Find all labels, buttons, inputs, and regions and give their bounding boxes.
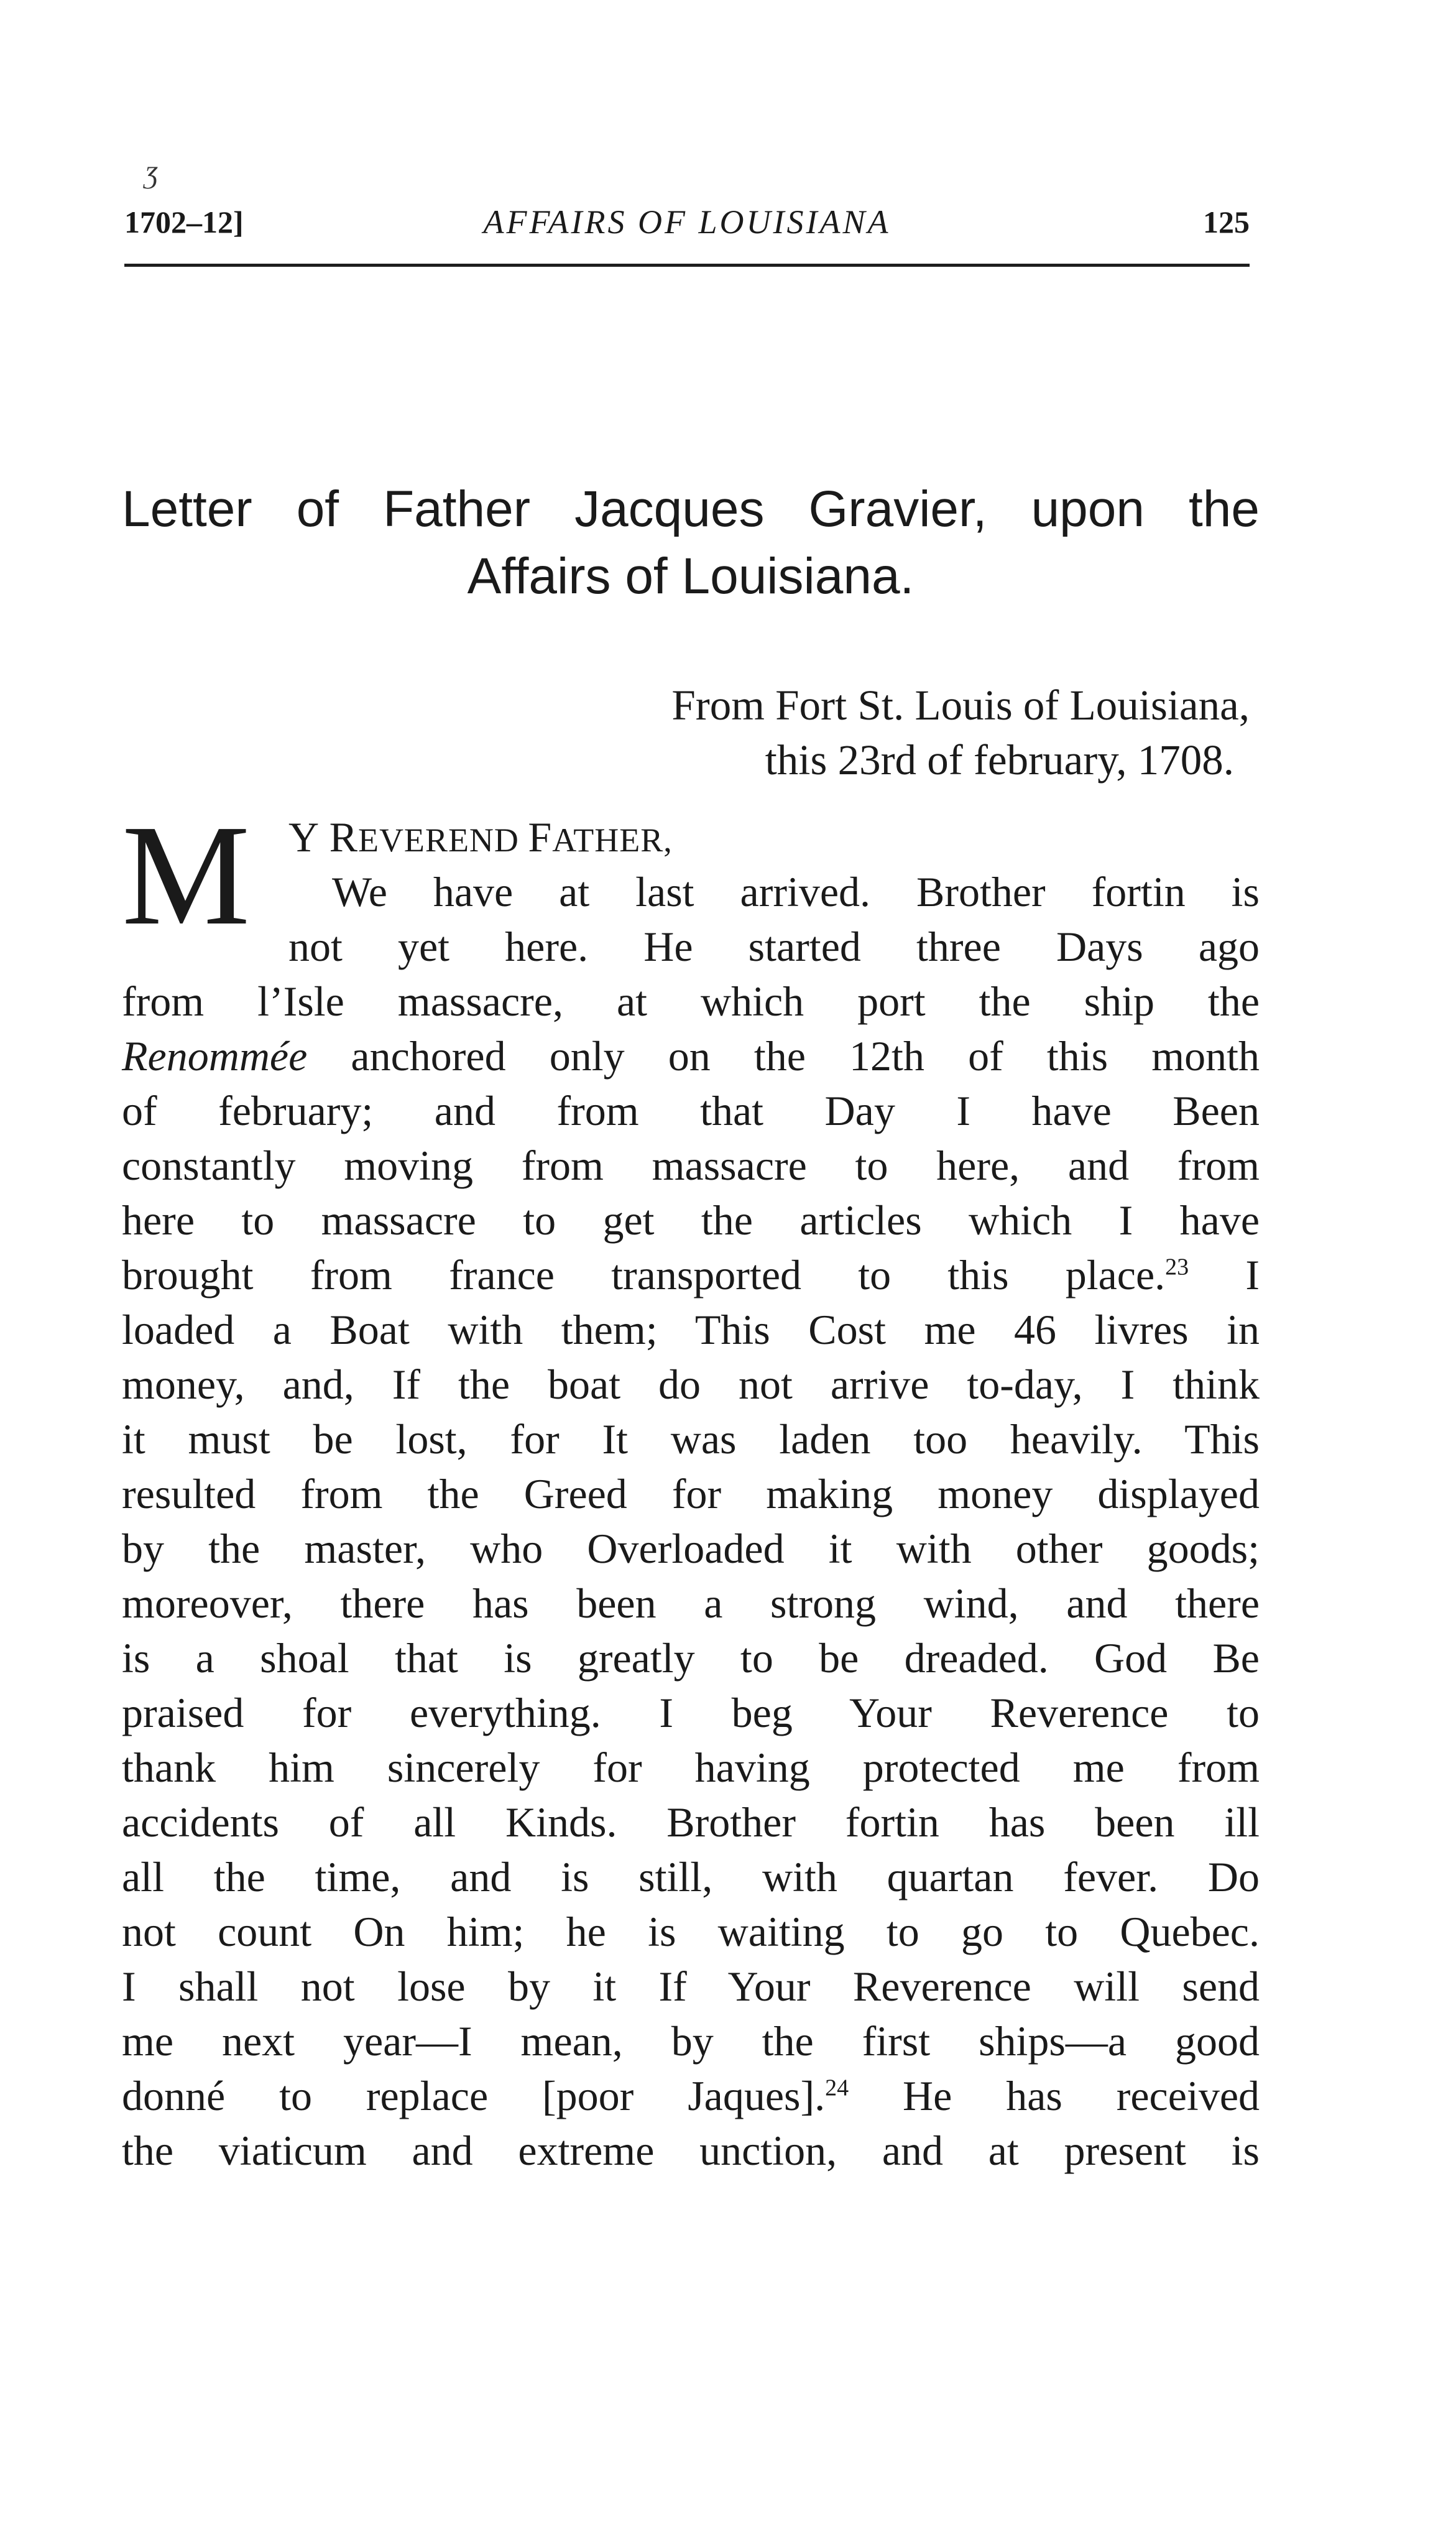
text-line: it must be lost, for It was laden too heavily. This bbox=[122, 1415, 1260, 1463]
header-year-range: 1702–12] bbox=[124, 205, 244, 239]
title-line-2: Affairs of Louisiana. bbox=[467, 548, 915, 604]
text-line: is a shoal that is greatly to be dreaded. God Be bbox=[122, 1634, 1260, 1682]
text-line: money, and, If the boat do not arrive to-day, I think bbox=[122, 1361, 1260, 1408]
header-title: AFFAIRS OF LOUISIANA bbox=[483, 203, 891, 241]
text-line: I shall not lose by it If Your Reverence will send bbox=[122, 1963, 1260, 2010]
salutation: Y REVEREND FATHER, bbox=[288, 813, 673, 861]
text-line: the viaticum and extreme unction, and at present is bbox=[122, 2127, 1260, 2174]
text-line: accidents of all Kinds. Brother fortin has been ill bbox=[122, 1798, 1260, 1846]
footnote-ref-23: 23 bbox=[1165, 1254, 1189, 1280]
text-line: We have at last arrived. Brother fortin is bbox=[332, 868, 1260, 915]
text-line: by the master, who Overloaded it with other goods; bbox=[122, 1525, 1260, 1572]
ship-name: Renommée bbox=[122, 1032, 308, 1080]
text-line: here to massacre to get the articles which I have bbox=[122, 1196, 1260, 1244]
header-rule bbox=[124, 264, 1250, 267]
text-line: of february; and from that Day I have Been bbox=[122, 1087, 1260, 1134]
text-line: thank him sincerely for having protected me from bbox=[122, 1744, 1260, 1791]
dateline-date: this 23rd of february, 1708. bbox=[765, 736, 1234, 784]
footnote-ref-24: 24 bbox=[825, 2075, 849, 2101]
letter-body bbox=[122, 795, 1260, 2178]
text-line: praised for everything. I beg Your Reverence to bbox=[122, 1689, 1260, 1736]
pencil-mark: Ʒ bbox=[144, 161, 158, 189]
text-line: me next year—I mean, by the first ships—a good bbox=[122, 2017, 1260, 2065]
text-line: constantly moving from massacre to here, and from bbox=[122, 1142, 1260, 1189]
text-line: from l’Isle massacre, at which port the ship the bbox=[122, 978, 1260, 1025]
dateline bbox=[671, 678, 1250, 787]
text-line: moreover, there has been a strong wind, and there bbox=[122, 1580, 1260, 1627]
letter-title bbox=[122, 476, 1260, 610]
text-line: donné to replace [poor Jaques].$^{24}$ He has received bbox=[122, 2072, 1260, 2119]
dateline-place: From Fort St. Louis of Louisiana, bbox=[671, 682, 1250, 729]
text-line: not yet here. He started three Days ago bbox=[288, 923, 1260, 970]
drop-cap: M bbox=[122, 795, 251, 955]
text-line: loaded a Boat with them; This Cost me 46 livres in bbox=[122, 1306, 1260, 1353]
running-header bbox=[124, 198, 1250, 243]
text-line: all the time, and is still, with quartan fever. Do bbox=[122, 1853, 1260, 1900]
text-line: resulted from the Greed for making money displayed bbox=[122, 1470, 1260, 1517]
text-line: Renommée anchored only on the 12th of this month bbox=[122, 1032, 1260, 1080]
page-number: 125 bbox=[1203, 205, 1250, 239]
title-line-1: Letter of Father Jacques Gravier, upon the bbox=[122, 481, 1260, 537]
text-line: brought from france transported to this place.$^{23}$ I bbox=[122, 1251, 1260, 1298]
text-line: not count On him; he is waiting to go to Quebec. bbox=[122, 1908, 1260, 1955]
